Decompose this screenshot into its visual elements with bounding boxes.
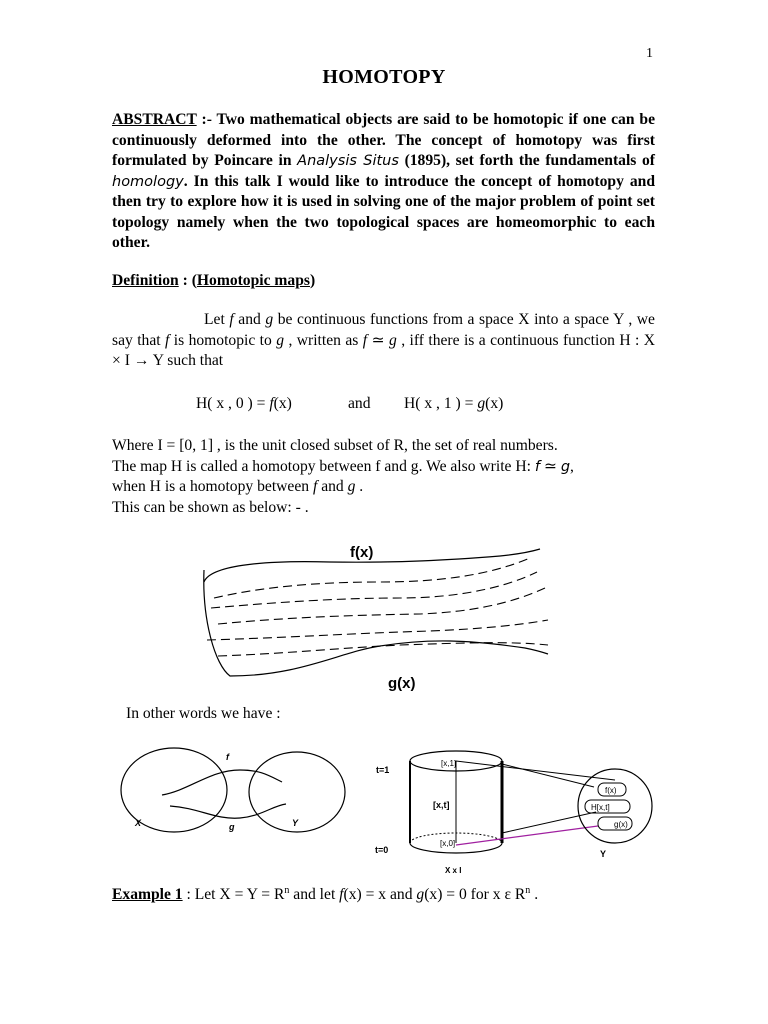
abstract-label: ABSTRACT <box>112 111 197 128</box>
def-g: g <box>265 311 274 328</box>
example-n-2: n <box>525 885 531 896</box>
eq-left-text: H( x , 0 ) = <box>196 395 270 412</box>
gx-label: g(x) <box>614 820 628 829</box>
page-title: HOMOTOPY <box>322 66 446 88</box>
yr-label: Y <box>600 849 607 859</box>
where-line-3-text: when H is a homotopy between <box>112 478 313 495</box>
abstract-homology: homology <box>112 173 184 190</box>
def-text-4: , iff there is a continuous function H : X × I → Y such that <box>112 331 656 369</box>
abstract-text-2: (1895), set forth the fundamentals of <box>398 152 655 169</box>
def-f: f <box>229 311 234 328</box>
def-g-2: g <box>276 331 285 349</box>
def-g-3: g <box>389 331 397 349</box>
eq-right-text: H( x , 1 ) = <box>404 395 478 412</box>
fig2-f-label: f <box>226 752 229 762</box>
def-text-2: is homotopic to <box>169 331 277 349</box>
example-n-1: n <box>284 885 290 896</box>
figure1-top-label: f(x) <box>350 544 374 561</box>
example-g: g <box>416 886 425 904</box>
space-y-circle <box>578 769 652 843</box>
fig2-x-label: X <box>135 818 142 828</box>
example-text-4: (x) = 0 for x ε R <box>424 886 526 904</box>
where-line-2-f: f <box>534 458 540 475</box>
in-other-words: In other words we have : <box>126 705 281 722</box>
xi-label: X x I <box>445 866 462 875</box>
where-line-1: Where I = [0, 1] , is the unit closed subset of R, the set of real numbers. <box>112 437 558 454</box>
where-line-3-and: and <box>317 478 348 495</box>
abstract-text-1: Two mathematical objects are said to be homotopic if one can be continuously deformed into the other. The concept of homotopy was first formulated by Poincare in <box>112 111 655 169</box>
def-text-1: be continuous functions from a space X into a space Y , we say that <box>112 311 655 349</box>
example-text-1: : Let X = Y = R <box>182 886 285 904</box>
abstract-sep: :- <box>196 111 217 128</box>
map-line-bottom <box>456 826 598 845</box>
example-text-3: (x) = x and <box>343 886 417 904</box>
t1-label: t=1 <box>376 765 390 775</box>
def-f-2: f <box>165 331 170 349</box>
example-label: Example 1 <box>112 886 183 904</box>
definition-name: Homotopic maps <box>196 272 310 289</box>
fx-label: f(x) <box>605 786 617 795</box>
where-line-3-f: f <box>312 478 318 495</box>
equation-and: and <box>348 395 371 412</box>
abstract-book: Analysis Situs <box>297 153 399 169</box>
hxt-label: H[x,t] <box>591 803 610 812</box>
xt-label: [x,t] <box>433 800 450 810</box>
figure1-bottom-label: g(x) <box>388 675 416 692</box>
def-f-3: f <box>362 331 368 349</box>
fig2-g-label: g <box>229 822 235 832</box>
example-1 <box>112 881 655 906</box>
x0-label: [x,0] <box>440 839 456 848</box>
where-line-2-text: The map H is called a homotopy between f and g. We also write H: <box>112 457 535 475</box>
where-line-2-simeq: ≃ <box>539 457 561 475</box>
page-number: 1 <box>646 46 653 61</box>
where-line-4: This can be shown as below: - . <box>112 498 309 516</box>
map-g-curve <box>170 804 286 818</box>
def-simeq: ≃ <box>367 331 389 349</box>
where-line-2-end: , <box>570 457 574 475</box>
eq-left-end: (x) <box>273 395 292 412</box>
where-line-3-g: g <box>347 478 356 495</box>
eq-right-g: g <box>477 395 486 412</box>
t0-label: t=0 <box>375 845 389 855</box>
eq-right-end: (x) <box>485 395 504 412</box>
where-line-3-end: . <box>355 478 364 495</box>
fig2-y-label: Y <box>292 818 299 828</box>
definition-label: Definition <box>112 272 179 289</box>
def-let: Let <box>204 311 230 328</box>
def-text-3: , written as <box>284 331 363 349</box>
where-line-2-g: g <box>560 458 571 475</box>
definition-colon: : ( <box>178 272 197 289</box>
definition-close: ) <box>309 272 316 289</box>
eq-left-f: f <box>269 395 274 412</box>
example-f: f <box>339 886 344 904</box>
example-text-5: . <box>530 886 539 904</box>
abstract-text-3: . In this talk I would like to introduce the concept of homotopy and then try to explore how it is used in solving one of the major problem of point set topology namely when the two topological spaces are homeomorphic to each other. <box>112 172 655 251</box>
example-text-2: and let <box>289 886 340 904</box>
map-f-curve <box>162 770 282 795</box>
x1-label: [x,1] <box>441 759 457 768</box>
def-and: and <box>233 311 266 328</box>
